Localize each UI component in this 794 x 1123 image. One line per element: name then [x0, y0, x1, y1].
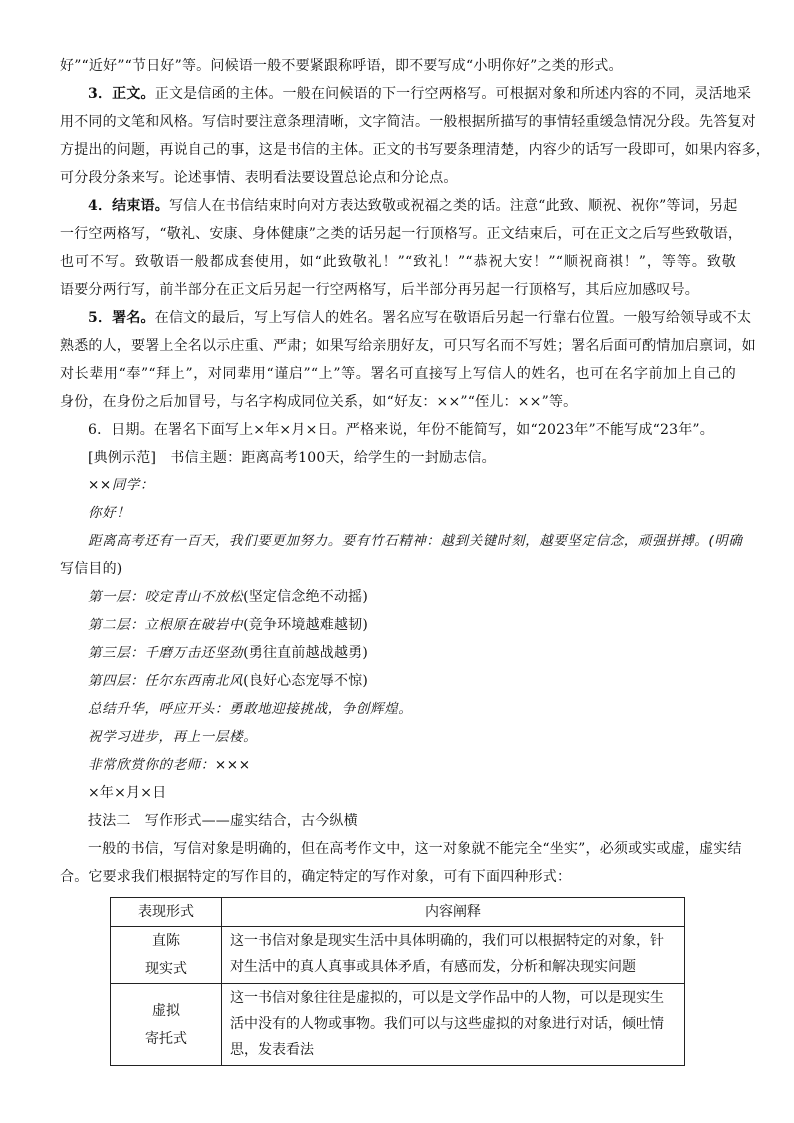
- table-header-row: [111, 898, 685, 927]
- layer-note: (勇往直前越战越勇): [243, 645, 369, 661]
- paragraph-text: 正文是信函的主体。一般在问候语的下一行空两格写。可根据对象和所述内容的不同，灵活地采: [154, 86, 752, 102]
- layer-text: 第二层：立根原在破岩中: [88, 617, 244, 633]
- table-row: [111, 927, 685, 984]
- paragraph-body-line: 可分段分条来写。论述事情、表明看法要设置总论点和分论点。: [60, 170, 458, 186]
- layer-note: (坚定信念绝不动摇): [243, 589, 369, 605]
- letter-body-line: 距离高考还有一百天，我们要更加努力。要有竹石精神：越到关键时刻，越要坚定信念，顽强拼搏。(明确: [88, 533, 743, 549]
- layer-text: 第一层：咬定青山不放松: [88, 589, 244, 605]
- paragraph-signature-line: 熟悉的人，要署上全名以示庄重、严肃；如果写给亲朋好友，可只写名而不写姓；署名后面可酌情加启禀词，如: [60, 338, 756, 354]
- table-header-content: 内容阐释: [222, 898, 685, 927]
- layer-note: (良好心态宠辱不惊): [243, 673, 369, 689]
- section-heading-body: 3．正文。: [88, 86, 155, 102]
- table-cell-form: [111, 984, 222, 1066]
- form-name-line: 现实式: [145, 961, 187, 977]
- paragraph-closing-line: [88, 197, 736, 215]
- form-name-line: 寄托式: [145, 1030, 187, 1047]
- letter-summary: 总结升华，呼应开头：勇敢地迎接挑战，争创辉煌。: [88, 701, 413, 717]
- letter-greeting: 你好！: [88, 505, 131, 521]
- paragraph-closing-line: 也可不写。致敬语一般都成套使用，如“此致敬礼！”“致礼！”“恭祝大安！”“顺祝商祺！”，等等。致敬: [60, 254, 736, 270]
- paragraph-closing-line: 一行空两格写，“敬礼、安康、身体健康”之类的话另起一行顶格写。正文结束后，可在正文之后写些致敬语，: [60, 226, 743, 242]
- letter-salutation: ××同学：: [88, 477, 155, 493]
- letter-wish: 祝学习进步，再上一层楼。: [88, 729, 258, 745]
- letter-layer-3: [88, 644, 736, 662]
- forms-table: [110, 897, 685, 1066]
- table-cell-content: 这一书信对象往往是虚拟的，可以是文学作品中的人物，可以是现实生活中没有的人物或事物。我们可以与这些虚拟的对象进行对话，倾吐情思，发表看法: [222, 984, 685, 1066]
- form-name-line: 直陈: [152, 933, 180, 949]
- table-cell-form: [111, 927, 222, 984]
- letter-date: ×年×月×日: [88, 785, 167, 801]
- paragraph-date: 6．日期。在署名下面写上×年×月×日。严格来说，年份不能简写，如“2023年”不能写成“23年”。: [88, 422, 714, 438]
- paragraph-text: 在信文的最后，写上写信人的姓名。署名应写在敬语后另起一行靠右位置。一般写给领导或不太: [154, 310, 752, 326]
- technique-text-line: 一般的书信，写信对象是明确的，但在高考作文中，这一对象就不能完全“坐实”，必须或实或虚，虚实结: [88, 841, 742, 857]
- example-heading: [典例示范] 书信主题：距离高考100天，给学生的一封励志信。: [88, 450, 496, 466]
- letter-layer-2: [88, 616, 736, 634]
- table-cell-content: 这一书信对象是现实生活中具体明确的，我们可以根据特定的对象，针对生活中的真人真事或具体矛盾，有感而发，分析和解决现实问题: [222, 927, 685, 984]
- technique-text-line: 合。它要求我们根据特定的写作目的，确定特定的写作对象，可有下面四种形式：: [60, 869, 572, 885]
- paragraph-signature-line: 对长辈用“奉”“拜上”，对同辈用“谨启”“上”等。署名可直接写上写信人的姓名，也可在名字前加上自己的: [60, 366, 736, 382]
- paragraph-signature-line: [88, 309, 752, 327]
- section-heading-signature: 5．署名。: [88, 310, 155, 326]
- layer-text: 第三层：千磨万击还坚劲: [88, 645, 244, 661]
- section-heading-closing: 4．结束语。: [88, 198, 169, 214]
- paragraph-signature-line: 身份，在身份之后加冒号，与名字构成同位关系，如“好友：××”“侄儿：××”等。: [60, 394, 578, 410]
- letter-layer-1: [88, 588, 736, 606]
- letter-body-line: 写信目的): [60, 561, 123, 577]
- paragraph-closing-line: 语要分两行写，前半部分在正文后另起一行空两格写，后半部分再另起一行顶格写，其后应加感叹号。: [60, 282, 699, 298]
- form-name-line: 虚拟: [152, 1002, 180, 1019]
- layer-note: (竞争环境越难越韧): [243, 617, 369, 633]
- paragraph-body-line: 方提出的问题，再说自己的事，这是书信的主体。正文的书写要条理清楚，内容少的话写一段即可，如果内容多，: [60, 142, 770, 158]
- paragraph-text: 写信人在书信结束时向对方表达致敬或祝福之类的话。注意“此致、顺祝、祝你”等词，另起: [168, 198, 738, 214]
- table-header-form: 表现形式: [111, 898, 222, 927]
- table-row: [111, 984, 685, 1066]
- paragraph-greeting-tail: 好”“近好”“节日好”等。问候语一般不要紧跟称呼语，即不要写成“小明你好”之类的形式。: [60, 58, 623, 74]
- letter-layer-4: [88, 672, 736, 690]
- paragraph-body-line: [88, 85, 752, 103]
- letter-signature: 非常欣赏你的老师：×××: [88, 757, 251, 773]
- layer-text: 第四层：任尔东西南北风: [88, 673, 244, 689]
- technique-heading: 技法二 写作形式——虚实结合，古今纵横: [88, 813, 358, 829]
- paragraph-body-line: 用不同的文笔和风格。写信时要注意条理清晰，文字简洁。一般根据所描写的事情轻重缓急情况分段。先答复对: [60, 114, 756, 130]
